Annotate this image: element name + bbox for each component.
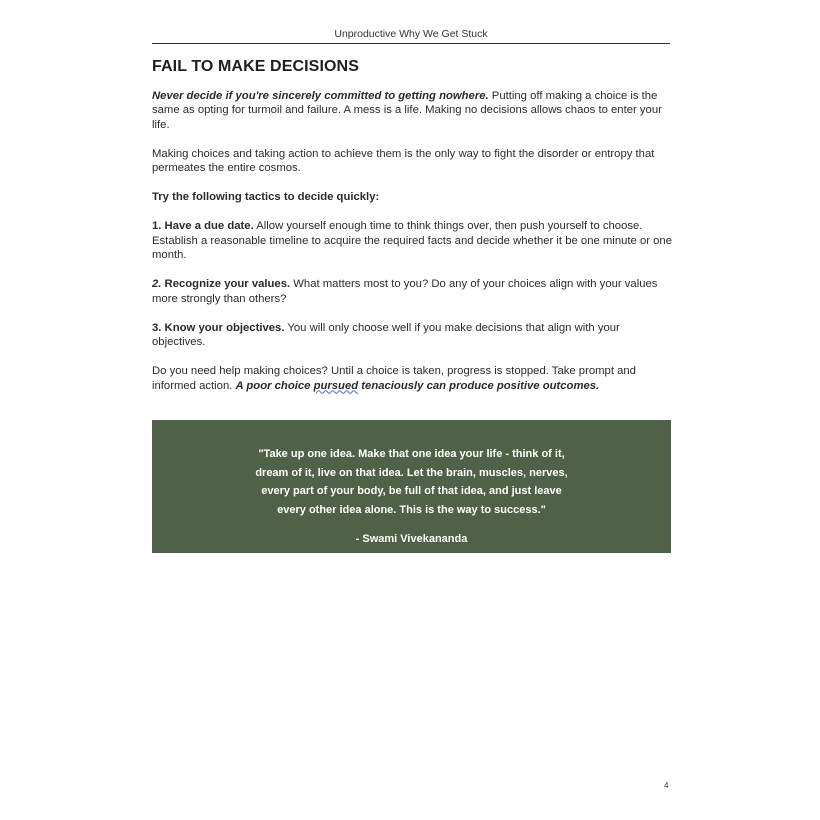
main-content [152, 60, 672, 408]
tactic-3 [152, 321, 672, 350]
tactic-2-title: Recognize your values. [161, 278, 291, 290]
paragraph-closing [152, 364, 672, 393]
tactic-1-text: Allow yourself enough time to think things over, then push yourself to choose. Establish a reasonable timeline to acquire the required facts and decide whether it be one minute or one month. [152, 220, 672, 261]
quote-box [152, 420, 671, 553]
tactic-2-text: What matters most to you? Do any of your choices align with your values more strongly than others? [152, 278, 658, 305]
quote-author: - Swami Vivekananda [355, 533, 468, 545]
closing-emphasis-b: pursued [313, 379, 359, 392]
tactic-3-title: Know your objectives. [161, 321, 285, 334]
tactics-intro: Try the following tactics to decide quickly: [152, 191, 380, 203]
intro-emphasis: Never decide if you're sincerely committed to getting nowhere. [152, 89, 489, 102]
tactic-2-number: 2. [152, 278, 162, 290]
quote-text: "Take up one idea. Make that one idea your life - think of it, dream of it, live on that idea. Let the brain, muscles, nerves, every part of your body, be full of that idea, and just leave every other idea alone. This is the way to success." [255, 448, 568, 516]
paragraph-entropy: Making choices and taking action to achieve them is the only way to fight the disorder or entropy that permeates the entire cosmos. [152, 147, 655, 174]
page-number: 4 [664, 781, 669, 790]
closing-text: Do you need help making choices? Until a choice is taken, progress is stopped. Take prompt and informed action. [152, 365, 636, 392]
paragraph-intro [152, 89, 672, 133]
closing-emphasis-c: tenaciously can produce positive outcomes. [358, 379, 600, 392]
closing-emphasis-a: A poor choice [235, 379, 314, 392]
tactic-3-text: You will only choose well if you make decisions that align with your objectives. [152, 321, 620, 348]
page-header [152, 28, 670, 44]
tactic-1-title: Have a due date. [161, 220, 254, 232]
running-title: Unproductive Why We Get Stuck [334, 28, 488, 40]
intro-text: Putting off making a choice is the same as opting for turmoil and failure. A mess is a life. Making no decisions allows chaos to enter your life. [152, 89, 662, 131]
tactic-2 [152, 277, 672, 306]
tactic-1 [152, 219, 672, 263]
section-heading: FAIL TO MAKE DECISIONS [152, 58, 359, 75]
tactic-3-number: 3. [152, 321, 162, 334]
tactic-1-number: 1. [152, 220, 162, 232]
